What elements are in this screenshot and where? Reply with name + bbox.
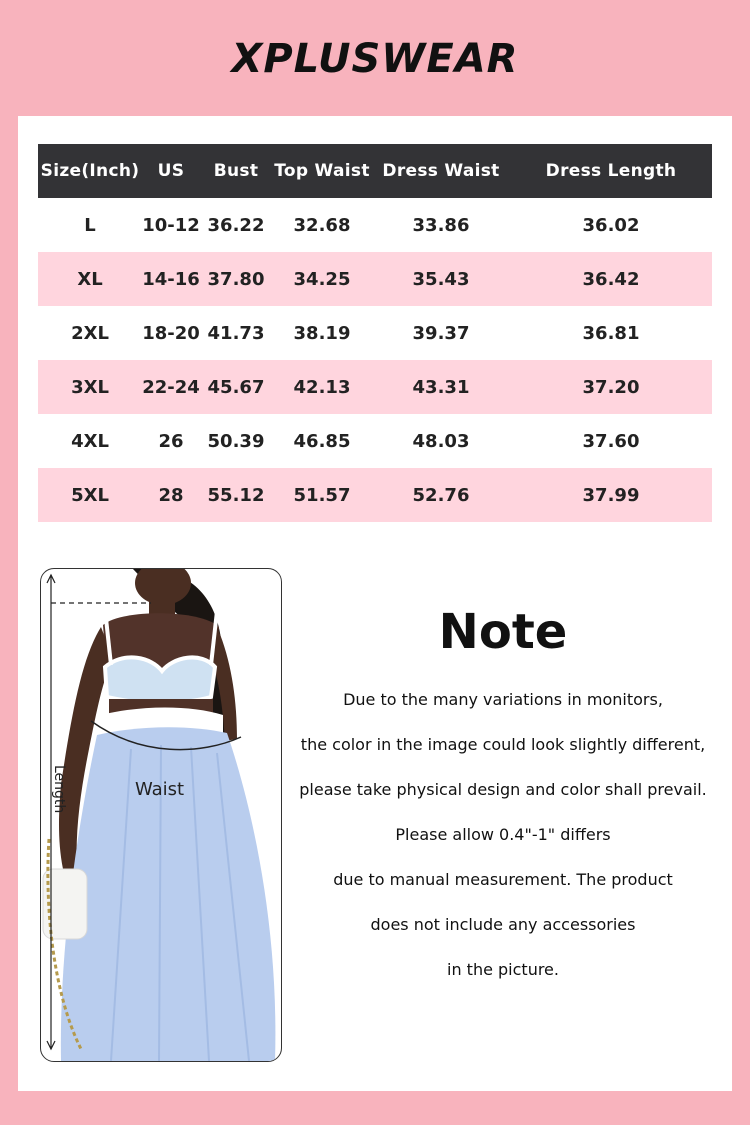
size-table [38, 144, 712, 522]
table-row [38, 468, 712, 522]
note-line: the color in the image could look slightly different, [300, 735, 706, 754]
header-top-waist: Top Waist [272, 144, 372, 198]
cell-dress-waist: 52.76 [372, 468, 510, 522]
cell-bust: 55.12 [200, 468, 272, 522]
cell-dress-waist: 48.03 [412, 430, 470, 452]
cell-dress-length: 36.42 [510, 252, 712, 306]
cell-top-waist: 38.19 [293, 322, 351, 344]
cell-dress-length: 36.02 [582, 214, 640, 236]
note-line: due to manual measurement. The product [333, 870, 673, 889]
cell-size: XL [38, 252, 142, 306]
note-body [288, 681, 718, 996]
cell-us: 22-24 [142, 360, 200, 414]
model-photo [40, 568, 282, 1062]
header-us: US [142, 144, 200, 198]
cell-size: 4XL [71, 430, 109, 452]
cell-top-waist: 34.25 [272, 252, 372, 306]
cell-size: L [84, 214, 96, 236]
cell-bust: 41.73 [207, 322, 265, 344]
table-row [38, 414, 712, 468]
model-illustration [41, 569, 281, 1061]
size-chart-card [18, 116, 732, 1091]
cell-dress-length: 37.20 [510, 360, 712, 414]
cell-us: 18-20 [142, 322, 200, 344]
cell-dress-waist: 43.31 [372, 360, 510, 414]
header-dress-waist: Dress Waist [372, 144, 510, 198]
waist-label: Waist [135, 779, 185, 800]
cell-size: 2XL [71, 322, 109, 344]
cell-top-waist: 46.85 [293, 430, 351, 452]
note-line: please take physical design and color shall prevail. [299, 780, 707, 799]
table-row [38, 306, 712, 360]
table-row [38, 198, 712, 252]
brand-logo: XPLUSWEAR [231, 36, 519, 82]
cell-bust: 36.22 [207, 214, 265, 236]
header-dress-length: Dress Length [510, 144, 712, 198]
cell-dress-length: 37.60 [582, 430, 640, 452]
header-bust: Bust [200, 144, 272, 198]
cell-dress-waist: 35.43 [372, 252, 510, 306]
note-line: Due to the many variations in monitors, [343, 690, 663, 709]
cell-dress-waist: 33.86 [412, 214, 470, 236]
note-line: in the picture. [447, 960, 559, 979]
cell-bust: 45.67 [200, 360, 272, 414]
cell-us: 28 [142, 468, 200, 522]
length-label: Length [51, 765, 67, 814]
cell-us: 10-12 [142, 214, 200, 236]
cell-bust: 50.39 [207, 430, 265, 452]
note-title: Note [438, 604, 568, 660]
cell-top-waist: 42.13 [272, 360, 372, 414]
note-line: Please allow 0.4"-1" differs [395, 825, 611, 844]
cell-dress-length: 36.81 [582, 322, 640, 344]
cell-us: 14-16 [142, 252, 200, 306]
header-size: Size(Inch) [38, 144, 142, 198]
cell-top-waist: 32.68 [293, 214, 351, 236]
cell-size: 3XL [38, 360, 142, 414]
cell-dress-waist: 39.37 [412, 322, 470, 344]
table-row [38, 360, 712, 414]
cell-dress-length: 37.99 [510, 468, 712, 522]
cell-us: 26 [158, 430, 184, 452]
cell-size: 5XL [38, 468, 142, 522]
cell-bust: 37.80 [200, 252, 272, 306]
cell-top-waist: 51.57 [272, 468, 372, 522]
table-row [38, 252, 712, 306]
note-line: does not include any accessories [370, 915, 636, 934]
table-header-row [38, 144, 712, 198]
